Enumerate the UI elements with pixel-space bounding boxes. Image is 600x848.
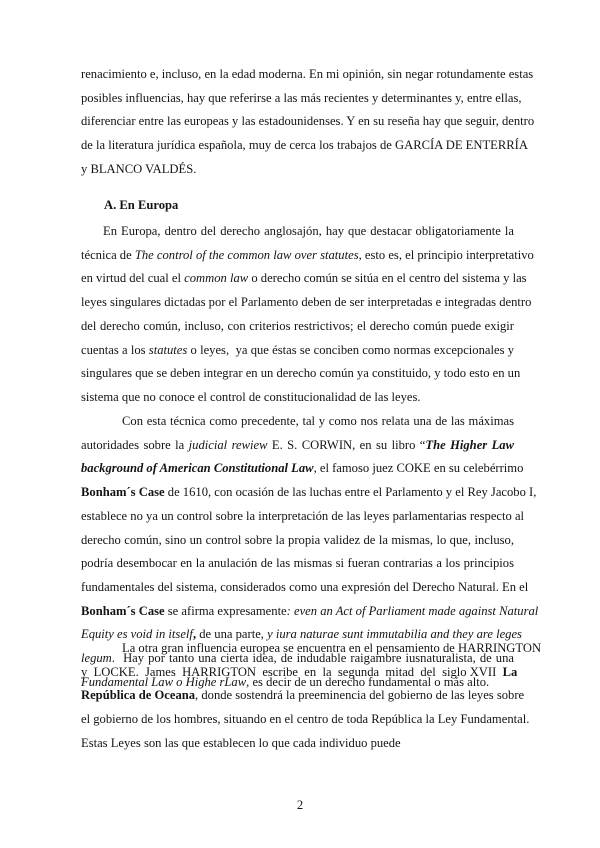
- text-run: Estas Leyes son las que establecen lo que cada individuo puede: [81, 735, 401, 750]
- text-run: Bonham´s Case: [81, 603, 165, 618]
- text-run: legum: [81, 651, 112, 665]
- text-line: [81, 270, 527, 286]
- text-line: [122, 413, 514, 429]
- text-line: [81, 161, 514, 177]
- text-line: [81, 113, 535, 129]
- text-run: y iura naturae sunt immutabilia and they are leges: [267, 627, 522, 642]
- section-heading: A. En Europa: [104, 198, 179, 212]
- text-run: La: [502, 664, 518, 679]
- text-line: [81, 66, 534, 82]
- text-run: La otra gran influencia europea se encuentra en el pensamiento de HARRINGTON: [122, 641, 542, 655]
- page-number: 2: [296, 798, 304, 812]
- text-line: [81, 711, 530, 727]
- text-run: de una parte,: [196, 627, 268, 642]
- text-run: statutes: [148, 342, 188, 357]
- text-run: , donde sostendrá la preeminencia del gobierno de las leyes sobre: [195, 688, 525, 703]
- text-line: [81, 664, 518, 680]
- text-line: [81, 460, 524, 476]
- text-line: [81, 137, 528, 153]
- text-run: , el famoso juez COKE en su celebérrimo: [313, 461, 524, 476]
- text-run: y LOCKE. James HARRIGTON escribe en la segunda mitad del siglo XVII: [81, 664, 503, 679]
- text-run: The Higher Law: [425, 437, 514, 452]
- text-line: [81, 318, 514, 334]
- text-line: [81, 603, 539, 619]
- text-line: [81, 294, 532, 310]
- text-run: : even an Act of Parliament made against Natural: [286, 603, 539, 618]
- text-run: del derecho común, incluso, con criterios restrictivos; el derecho común puede exigir: [81, 318, 514, 333]
- text-line: [81, 532, 514, 548]
- text-run: , esto es, el principio interpretativo: [358, 247, 534, 262]
- text-line: [81, 437, 514, 453]
- text-line: [81, 389, 514, 405]
- text-run: se afirma expresamente: [164, 603, 287, 618]
- text-run: Con esta técnica como precedente, tal y como nos relata una de las máximas: [122, 414, 514, 428]
- text-run: posibles influencias, hay que referirse a las más recientes y determinantes y, entre ellas,: [81, 90, 522, 105]
- text-line: [81, 90, 522, 106]
- text-run: En Europa, dentro del derecho anglosajón, hay que destacar obligatoriamente la: [103, 224, 514, 238]
- text-run: de 1610, con ocasión de las luchas entre el Parlamento y el Rey Jacobo I,: [164, 485, 537, 500]
- text-run: en virtud del cual el: [81, 271, 185, 286]
- text-line: [122, 640, 542, 656]
- text-line: [81, 508, 525, 524]
- text-line: [81, 687, 525, 703]
- text-run: cuentas a los: [81, 342, 149, 357]
- text-run: derecho común, sino un control sobre la propia validez de la mismas, lo que, incluso,: [81, 532, 514, 547]
- text-run: sistema que no conoce el control de constitucionalidad de las leyes.: [81, 389, 421, 404]
- text-run: podría desembocar en la anulación de las mismas si fueran contrarias a los principios: [81, 556, 514, 571]
- text-run: el gobierno de los hombres, situando en el centro de toda República la Ley Fundamental.: [81, 712, 530, 727]
- text-run: judicial rewiew: [188, 437, 268, 452]
- text-line: [81, 247, 534, 263]
- text-run: renacimiento e, incluso, en la edad moderna. En mi opinión, sin negar rotundamente estas: [81, 67, 534, 81]
- text-run: , es decir de un derecho fundamental o más alto.: [246, 674, 490, 689]
- text-run: establece no ya un control sobre la interpretación de las leyes parlamentarias respecto al: [81, 508, 525, 523]
- text-run: E. S. CORWIN, en su libro “: [267, 437, 426, 452]
- text-run: fundamentales del sistema, considerados como una expresión del Derecho Natural. En el: [81, 579, 529, 594]
- text-run: . Hay por tanto una cierta idea, de indudable raigambre iusnaturalista, de una: [111, 651, 514, 665]
- text-run: diferenciar entre las europeas y las estadounidenses. Y en su reseña hay que seguir, dentro: [81, 114, 535, 129]
- text-run: background of American Constitutional Law: [81, 461, 314, 476]
- text-line: [81, 484, 537, 500]
- text-run: Fundamental Law o Highe rLaw: [81, 674, 247, 689]
- text-line: [103, 223, 514, 239]
- text-run: o leyes, ya que éstas se conciben como normas excepcionales y: [187, 342, 515, 357]
- text-run: Bonham´s Case: [81, 485, 165, 500]
- text-line: [81, 342, 514, 358]
- text-line: [81, 579, 529, 595]
- text-run: singulares que se deben integrar en un derecho común ya constituido, y todo esto en un: [81, 366, 521, 381]
- text-run: o derecho común se sitúa en el centro del sistema y las: [248, 271, 527, 286]
- text-line: [81, 735, 514, 751]
- text-run: República de Oceana: [81, 688, 196, 703]
- text-run: técnica de: [81, 247, 135, 262]
- text-line: [81, 365, 521, 381]
- text-line: [81, 555, 514, 571]
- text-run: The control of the common law over statutes: [134, 247, 359, 262]
- text-run: ,: [192, 627, 197, 642]
- text-run: common law: [184, 271, 249, 286]
- text-run: Equity es void in itself: [81, 627, 193, 642]
- text-run: leyes singulares dictadas por el Parlamento deben de ser interpretadas e integradas dentro: [81, 295, 532, 310]
- text-run: y BLANCO VALDÉS.: [81, 161, 197, 176]
- text-run: de la literatura jurídica española, muy de cerca los trabajos de GARCÍA DE ENTERRÍA: [81, 138, 528, 153]
- text-run: autoridades sobre la: [81, 437, 189, 452]
